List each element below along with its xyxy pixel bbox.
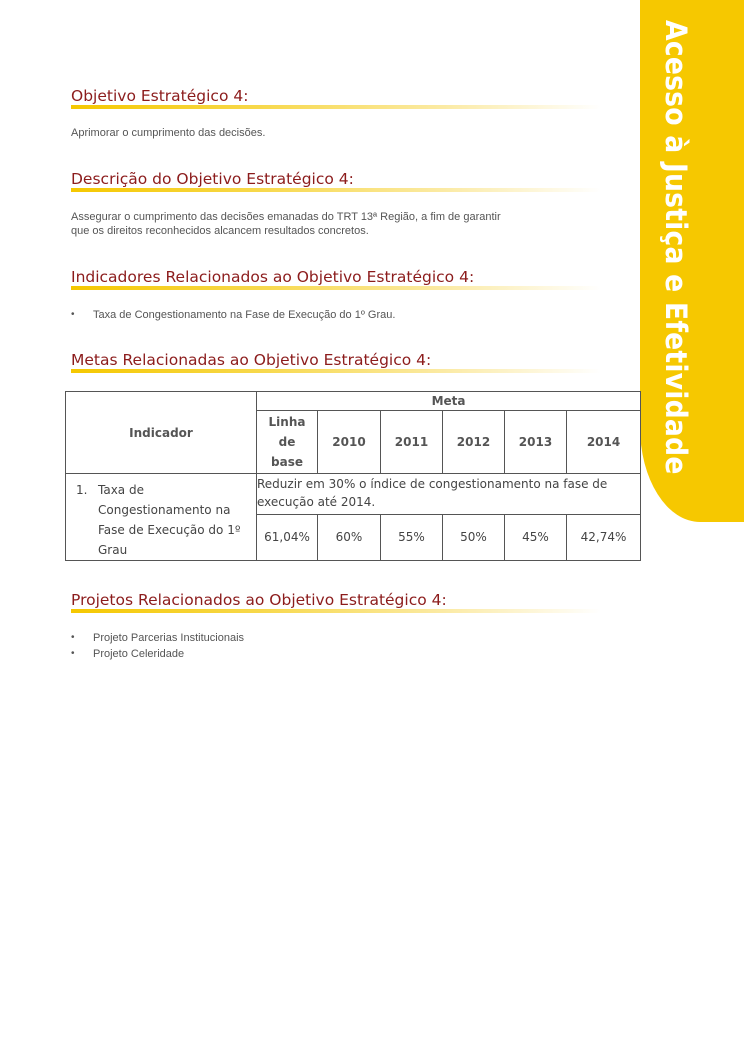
side-tab-title: Acesso à Justiça e Efetividade	[659, 20, 693, 475]
list-item-text: Projeto Parcerias Institucionais	[93, 632, 245, 644]
year-value: 50%	[443, 514, 505, 560]
bullet-icon: •	[71, 632, 75, 643]
indicador-cell	[66, 474, 257, 561]
meta-header: Meta	[257, 392, 641, 411]
descricao-line-1: Assegurar o cumprimento das decisões emanadas do TRT 13ª Região, a fim de garantir	[71, 211, 501, 223]
indicadores-heading: Indicadores Relacionados ao Objetivo Estratégico 4:	[71, 268, 601, 290]
metas-heading: Metas Relacionadas ao Objetivo Estratégico 4:	[71, 351, 601, 373]
year-header: 2014	[567, 411, 641, 474]
year-header: 2013	[505, 411, 567, 474]
list-item-text: Taxa de Congestionamento na Fase de Execução do 1º Grau.	[93, 309, 396, 321]
indicador-name: Taxa de Congestionamento na Fase de Execução do 1º Grau	[98, 483, 241, 557]
year-header: 2012	[443, 411, 505, 474]
year-value: 60%	[318, 514, 381, 560]
baseline-header: Linha de base	[257, 411, 318, 474]
indicadores-list	[71, 307, 395, 323]
metas-table	[65, 391, 641, 561]
indicador-header: Indicador	[66, 392, 257, 474]
year-value: 42,74%	[567, 514, 641, 560]
meta-description: Reduzir em 30% o índice de congestionamento na fase de execução até 2014.	[257, 474, 641, 515]
descricao-text	[71, 210, 571, 238]
list-item-text: Projeto Celeridade	[93, 648, 185, 660]
bullet-icon: •	[71, 309, 75, 320]
year-value: 45%	[505, 514, 567, 560]
baseline-value: 61,04%	[257, 514, 318, 560]
projetos-list	[71, 630, 244, 662]
list-item	[71, 307, 395, 323]
year-header: 2011	[381, 411, 443, 474]
descricao-heading: Descrição do Objetivo Estratégico 4:	[71, 170, 601, 192]
list-item	[71, 630, 244, 646]
year-value: 55%	[381, 514, 443, 560]
objetivo-heading: Objetivo Estratégico 4:	[71, 87, 601, 109]
projetos-heading: Projetos Relacionados ao Objetivo Estratégico 4:	[71, 591, 601, 613]
year-header: 2010	[318, 411, 381, 474]
row-number: 1.	[76, 483, 88, 497]
list-item	[71, 646, 244, 662]
table-row	[66, 474, 641, 515]
objetivo-text: Aprimorar o cumprimento das decisões.	[71, 127, 266, 139]
bullet-icon: •	[71, 648, 75, 659]
descricao-line-2: que os direitos reconhecidos alcancem resultados concretos.	[71, 225, 369, 237]
